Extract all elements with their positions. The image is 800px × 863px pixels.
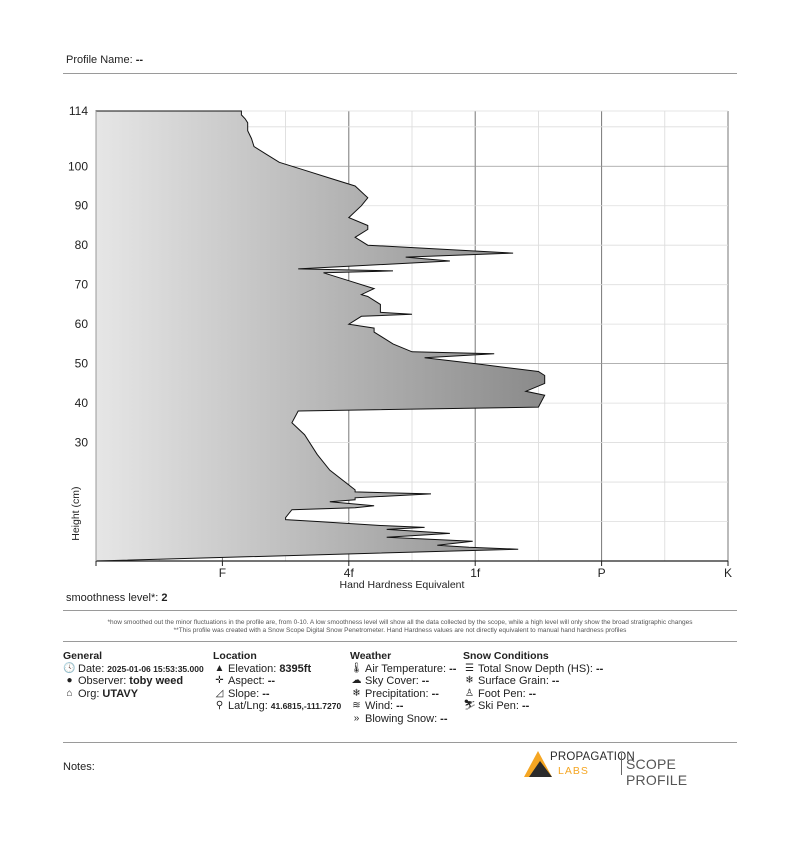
snowflake-icon: ❄: [352, 687, 361, 699]
air-temp-row: [350, 663, 456, 676]
y-tick-label: 114: [68, 104, 88, 118]
org-value: UTAVY: [102, 687, 139, 700]
date-value: 2025-01-06 15:53:35.000: [107, 663, 204, 674]
air-temp-label: Air Temperature:: [365, 662, 447, 675]
ski-row: [463, 700, 603, 713]
hs-label: Total Snow Depth (HS):: [478, 662, 593, 675]
sky-value: --: [421, 675, 430, 688]
thermometer-icon: 🌡: [350, 662, 363, 674]
profile-name-label: Profile Name:: [66, 54, 133, 66]
org-label: Org:: [78, 687, 100, 700]
y-tick-labels: [68, 104, 88, 450]
hs-row: [463, 663, 603, 676]
product-name: SCOPE PROFILE: [626, 756, 688, 788]
aspect-row: [213, 675, 341, 688]
x-tick-label: 4f: [343, 566, 354, 580]
foot-label: Foot Pen:: [478, 687, 526, 700]
notes-label: Notes:: [63, 761, 95, 773]
precip-row: [350, 688, 456, 701]
home-icon: ⌂: [66, 687, 73, 699]
general-title: General: [63, 650, 103, 662]
smoothness-level: [66, 592, 168, 604]
slope-label: Slope:: [228, 687, 260, 700]
user-icon: ●: [66, 675, 73, 687]
elevation-row: [213, 663, 341, 676]
foot-row: [463, 688, 603, 701]
observer-value: toby weed: [129, 675, 184, 688]
sky-label: Sky Cover:: [365, 675, 419, 688]
y-tick-label: 70: [74, 277, 88, 292]
smoothness-value: 2: [161, 592, 168, 604]
x-tick-label: 1f: [470, 566, 481, 580]
y-tick-label: 100: [67, 159, 88, 174]
y-tick-label: 60: [74, 317, 88, 332]
y-tick-label: 80: [74, 238, 88, 253]
hs-value: --: [595, 662, 604, 675]
header-divider: [63, 73, 737, 74]
blowing-label: Blowing Snow:: [365, 712, 438, 725]
wind-value: --: [396, 700, 404, 713]
ski-value: --: [521, 700, 530, 713]
y-tick-label: 90: [74, 198, 88, 213]
location-section: [213, 650, 341, 713]
air-temp-value: --: [449, 662, 457, 675]
slope-icon: ◿: [215, 687, 224, 699]
hardness-area: [96, 111, 545, 561]
ski-label: Ski Pen:: [478, 700, 519, 713]
sky-row: [350, 675, 456, 688]
foot-value: --: [528, 687, 537, 700]
y-tick-label: 30: [74, 435, 88, 450]
ruler-icon: ☰: [465, 662, 474, 674]
x-axis-label: Hand Hardness Equivalent: [339, 579, 465, 591]
wind-icon: ≋: [352, 700, 361, 712]
y-tick-label: 40: [74, 396, 88, 411]
y-axis-label: Height (cm): [70, 486, 82, 541]
smoothness-label: smoothness level*:: [66, 592, 159, 604]
pin-icon: ⚲: [215, 700, 224, 712]
wind-row: [350, 700, 456, 713]
blowing-value: --: [440, 712, 448, 725]
smoothness-divider: [63, 610, 737, 611]
elevation-label: Elevation:: [228, 662, 277, 675]
weather-title: Weather: [350, 650, 392, 662]
location-title: Location: [213, 650, 257, 662]
x-tick-label: P: [597, 566, 606, 580]
observer-row: [63, 675, 204, 688]
snow-title: Snow Conditions: [463, 650, 549, 662]
wind-label: Wind:: [365, 700, 394, 713]
observer-label: Observer:: [78, 675, 127, 688]
hiker-icon: ♙: [465, 687, 474, 699]
snowflake-icon: ❄: [465, 675, 474, 687]
brand-bottom: LABS: [558, 765, 589, 777]
precip-value: --: [431, 687, 439, 700]
clock-icon: 🕓: [63, 662, 76, 674]
date-label: Date:: [78, 662, 105, 675]
date-row: [63, 663, 204, 676]
footnote-divider: [63, 641, 737, 642]
weather-section: [350, 650, 456, 726]
hardness-chart: [60, 95, 750, 595]
elevation-value: 8395ft: [279, 662, 312, 675]
x-tick-labels: [219, 566, 732, 580]
aspect-value: --: [267, 675, 276, 688]
y-tick-label: 50: [74, 356, 88, 371]
org-row: [63, 688, 204, 701]
precip-label: Precipitation:: [365, 687, 429, 700]
footer-divider: [63, 742, 737, 743]
snow-section: [463, 650, 603, 713]
mountain-icon: ▲: [214, 662, 225, 674]
profile-name: [66, 54, 143, 66]
latlng-value: 41.6815,-111.7270: [270, 701, 342, 712]
double-chevron-icon: »: [353, 712, 360, 724]
surface-row: [463, 675, 603, 688]
slope-value: --: [262, 687, 270, 700]
footnote-scope: **This profile was created with a Snow Scope Digital Snow Penetrometer. Hand Hardness values are not directly equivalent to manual hand hardness profiles: [173, 627, 627, 634]
surface-label: Surface Grain:: [478, 675, 549, 688]
skier-icon: ⛷: [463, 700, 476, 712]
x-tick-label: K: [723, 566, 733, 580]
surface-value: --: [551, 675, 560, 688]
x-tick-label: F: [218, 566, 227, 580]
compass-icon: ✛: [215, 675, 224, 687]
brand-separator: [621, 753, 622, 775]
profile-name-value: --: [135, 54, 144, 66]
latlng-row: [213, 700, 341, 713]
brand-logo: [520, 748, 735, 788]
latlng-label: Lat/Lng:: [228, 700, 268, 713]
footnote-smoothness: *how smoothed out the minor fluctuations in the profile are, from 0-10. A low smoothness level will show all the data collected by the scope, while a high level will only show the broad stratigraphic changes: [107, 619, 693, 626]
cloud-icon: ☁: [351, 675, 362, 687]
aspect-label: Aspect:: [228, 675, 265, 688]
general-section: [63, 650, 204, 700]
blowing-row: [350, 713, 456, 726]
brand-top: PROPAGATION: [550, 751, 635, 763]
slope-row: [213, 688, 341, 701]
